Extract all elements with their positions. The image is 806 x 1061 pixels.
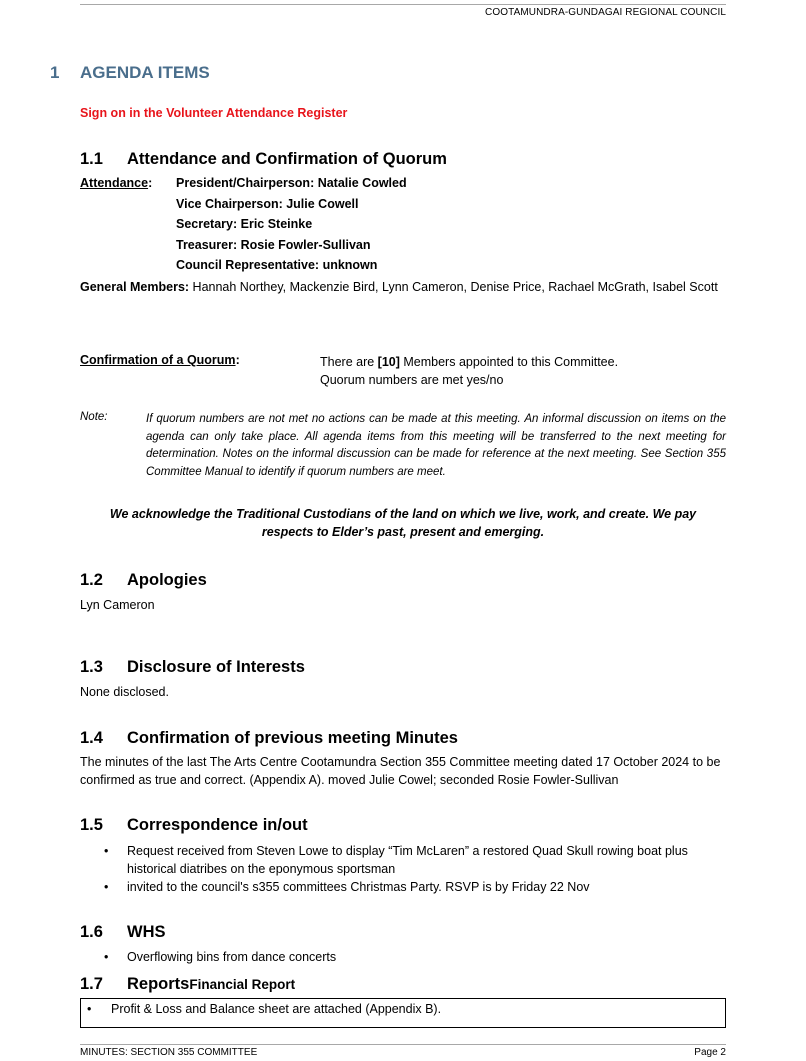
quorum-members-count: [10] <box>377 355 400 369</box>
quorum-met-line: Quorum numbers are met yes/no <box>320 373 504 387</box>
quorum-members-line <box>320 353 618 371</box>
quorum-members-post: Members appointed to this Committee. <box>399 355 619 369</box>
financial-report-item: Profit & Loss and Balance sheet are attached (Appendix B). <box>111 1002 442 1016</box>
heading-number: 1.4 <box>80 729 103 747</box>
header-organisation: COOTAMUNDRA-GUNDAGAI REGIONAL COUNCIL <box>485 7 726 18</box>
bullet-glyph: • <box>104 844 109 858</box>
heading-title: WHS <box>127 923 166 941</box>
general-members-label: General Members: <box>80 280 190 294</box>
quorum-label <box>80 353 240 367</box>
heading-title: Attendance and Confirmation of Quorum <box>127 150 447 168</box>
heading-1-4 <box>80 729 458 748</box>
heading-1-6 <box>80 923 166 942</box>
attendance-label <box>80 176 152 190</box>
heading-number: 1.7 <box>80 975 103 993</box>
heading-1-3 <box>80 658 305 677</box>
role-secretary: Secretary: Eric Steinke <box>176 217 313 231</box>
heading-title: Correspondence in/out <box>127 816 308 834</box>
disclosure-body: None disclosed. <box>80 685 169 699</box>
sign-on-notice: Sign on in the Volunteer Attendance Register <box>80 106 348 120</box>
minutes-body: The minutes of the last The Arts Centre Cootamundra Section 355 Committee meeting dated 17 October 2024 to be confirmed as true and correct. (Appendix A). moved Julie Cowel; seconded Rosie Fowler-Sullivan <box>80 755 721 787</box>
heading-title: Disclosure of Interests <box>127 658 305 676</box>
header-rule <box>80 4 726 5</box>
heading-1-5 <box>80 816 308 835</box>
heading-1-1 <box>80 150 447 169</box>
page-number: Page 2 <box>694 1047 726 1058</box>
list-item <box>104 878 734 896</box>
heading-1-2 <box>80 571 207 590</box>
role-council-rep: Council Representative: unknown <box>176 258 378 272</box>
acknowledgement-of-country: We acknowledge the Traditional Custodians of the land on which we live, work, and create. We pay respects to Elder’s past, present and emerging. <box>109 507 697 539</box>
heading-number: 1.3 <box>80 658 103 676</box>
bullet-glyph: • <box>104 950 109 964</box>
heading-number: 1.6 <box>80 923 103 941</box>
section-1-number: 1 <box>50 63 60 82</box>
quorum-label-text: Confirmation of a Quorum <box>80 353 236 367</box>
list-item-text: Request received from Steven Lowe to display “Tim McLaren” a restored Quad Skull rowing boat plus historical diatribes on the eponymous sportsman <box>127 844 688 876</box>
quorum-members-pre: There are <box>320 355 378 369</box>
general-members <box>80 278 728 296</box>
list-item <box>104 948 734 966</box>
footer-title: MINUTES: SECTION 355 COMMITTEE <box>80 1047 258 1058</box>
heading-number: 1.1 <box>80 150 103 168</box>
heading-number: 1.5 <box>80 816 103 834</box>
apologies-body: Lyn Cameron <box>80 598 155 612</box>
quorum-colon: : <box>235 353 240 367</box>
note-text: If quorum numbers are not met no actions can be made at this meeting. An informal discussion on items on the agenda can only take place. All agenda items from this meeting will be transferred to the next meeting for determination. Notes on the informal discussion can be made for reference at the next meeting. See Section 355 Committee Manual to identify if quorum numbers are meet. <box>146 413 726 478</box>
financial-report-box <box>80 998 726 1028</box>
bullet-glyph: • <box>104 880 109 894</box>
attendance-colon: : <box>148 176 153 190</box>
list-item <box>104 842 734 878</box>
heading-title: Apologies <box>127 571 207 589</box>
quorum-details <box>320 353 618 389</box>
role-president: President/Chairperson: Natalie Cowled <box>176 176 407 190</box>
heading-title: Reports <box>127 975 190 993</box>
list-item-text: Overflowing bins from dance concerts <box>127 950 337 964</box>
attendance-label-text: Attendance <box>80 176 149 190</box>
list-item-text: invited to the council's s355 committees Christmas Party. RSVP is by Friday 22 Nov <box>127 880 590 894</box>
whs-list <box>104 948 734 966</box>
correspondence-list <box>104 842 734 896</box>
footer-rule <box>80 1044 726 1045</box>
heading-title: Confirmation of previous meeting Minutes <box>127 729 458 747</box>
section-1-title: AGENDA ITEMS <box>80 63 210 82</box>
bullet-glyph: • <box>87 1002 92 1016</box>
role-treasurer: Treasurer: Rosie Fowler-Sullivan <box>176 238 371 252</box>
heading-1-7 <box>80 975 295 994</box>
note-label: Note: <box>80 411 108 423</box>
general-members-value: Hannah Northey, Mackenzie Bird, Lynn Cameron, Denise Price, Rachael McGrath, Isabel Scott <box>189 280 718 294</box>
heading-number: 1.2 <box>80 571 103 589</box>
heading-subtitle: Financial Report <box>189 977 296 992</box>
role-vice-chair: Vice Chairperson: Julie Cowell <box>176 197 359 211</box>
